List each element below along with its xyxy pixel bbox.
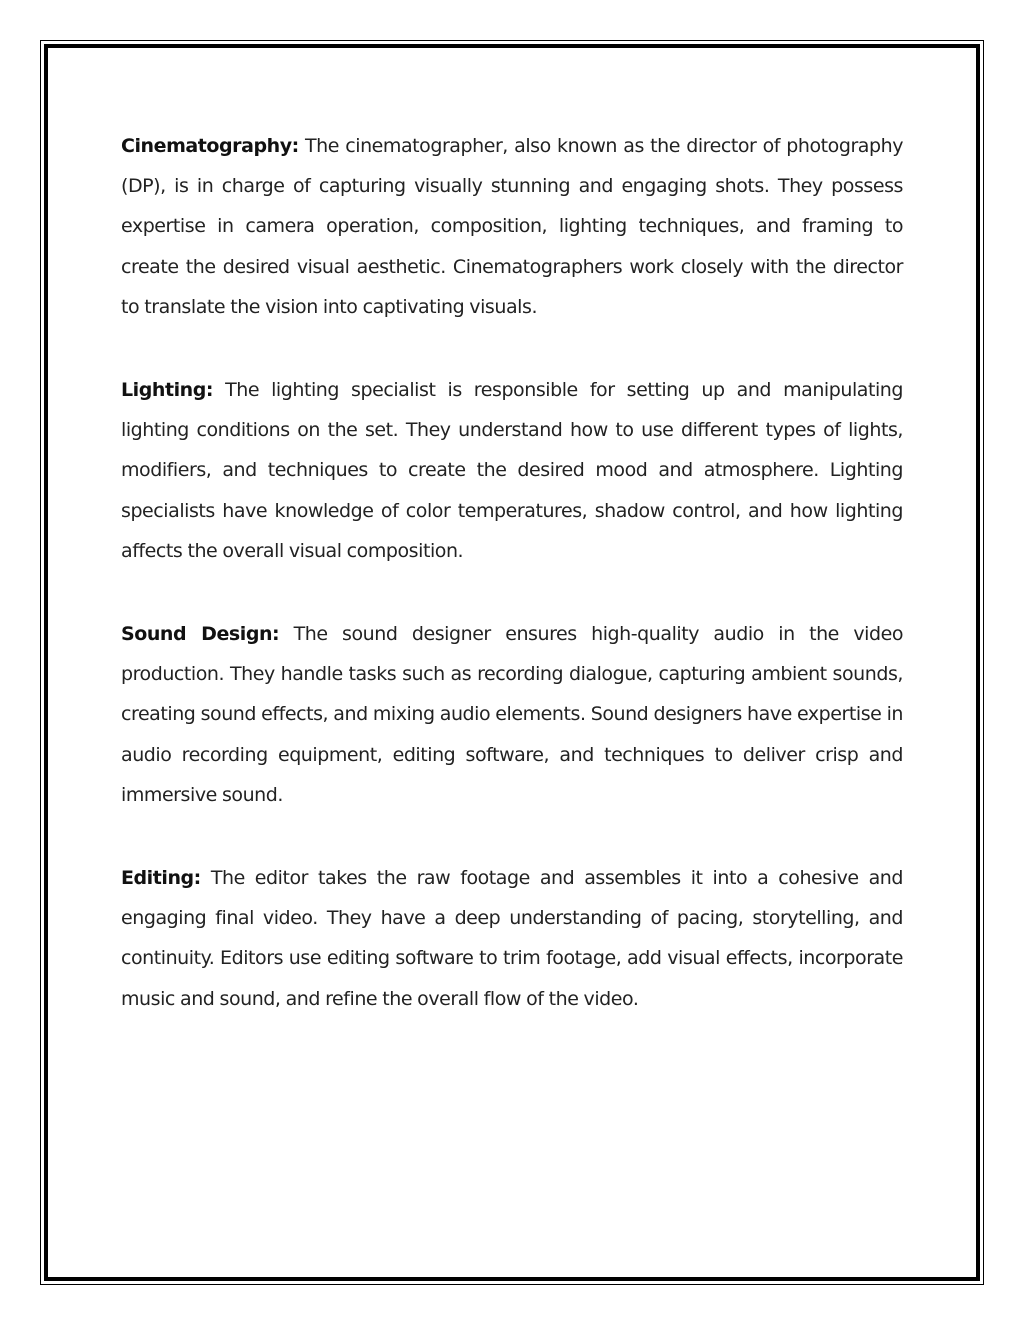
term-lighting: Lighting:: [121, 379, 214, 402]
paragraph-sound-design: [121, 614, 903, 815]
paragraph-cinematography: [121, 126, 903, 327]
paragraph-lighting: [121, 370, 903, 571]
term-cinematography: Cinematography:: [121, 135, 299, 157]
document-body: [121, 126, 903, 1062]
term-editing: Editing:: [121, 867, 201, 890]
paragraph-text: The editor takes the raw footage and assembles it into a cohesive and engaging final video. They have a deep understanding of pacing, storytelling, and continuity. Editors use editing software to trim footage, add visual effects, incorporate music and sound, and refine the overall flow of the video.: [121, 867, 903, 1010]
paragraph-editing: [121, 858, 903, 1019]
paragraph-text: The cinematographer, also known as the director of photography (DP), is in charge of capturing visually stunning and engaging shots. They possess expertise in camera operation, composition, lighting techniques, and framing to create the desired visual aesthetic. Cinematographers work closely with the director to translate the vision into captivating visuals.: [121, 135, 903, 318]
paragraph-text: The sound designer ensures high-quality audio in the video production. They handle tasks such as recording dialogue, capturing ambient sounds, creating sound effects, and mixing audio elements. Sound designers have expertise in audio recording equipment, editing software, and techniques to deliver crisp and immersive sound.: [121, 623, 903, 806]
term-sound-design: Sound Design:: [121, 623, 280, 646]
paragraph-text: The lighting specialist is responsible for setting up and manipulating lighting conditions on the set. They understand how to use different types of lights, modifiers, and techniques to create the desired mood and atmosphere. Lighting specialists have knowledge of color temperatures, shadow control, and how lighting affects the overall visual composition.: [121, 379, 903, 562]
